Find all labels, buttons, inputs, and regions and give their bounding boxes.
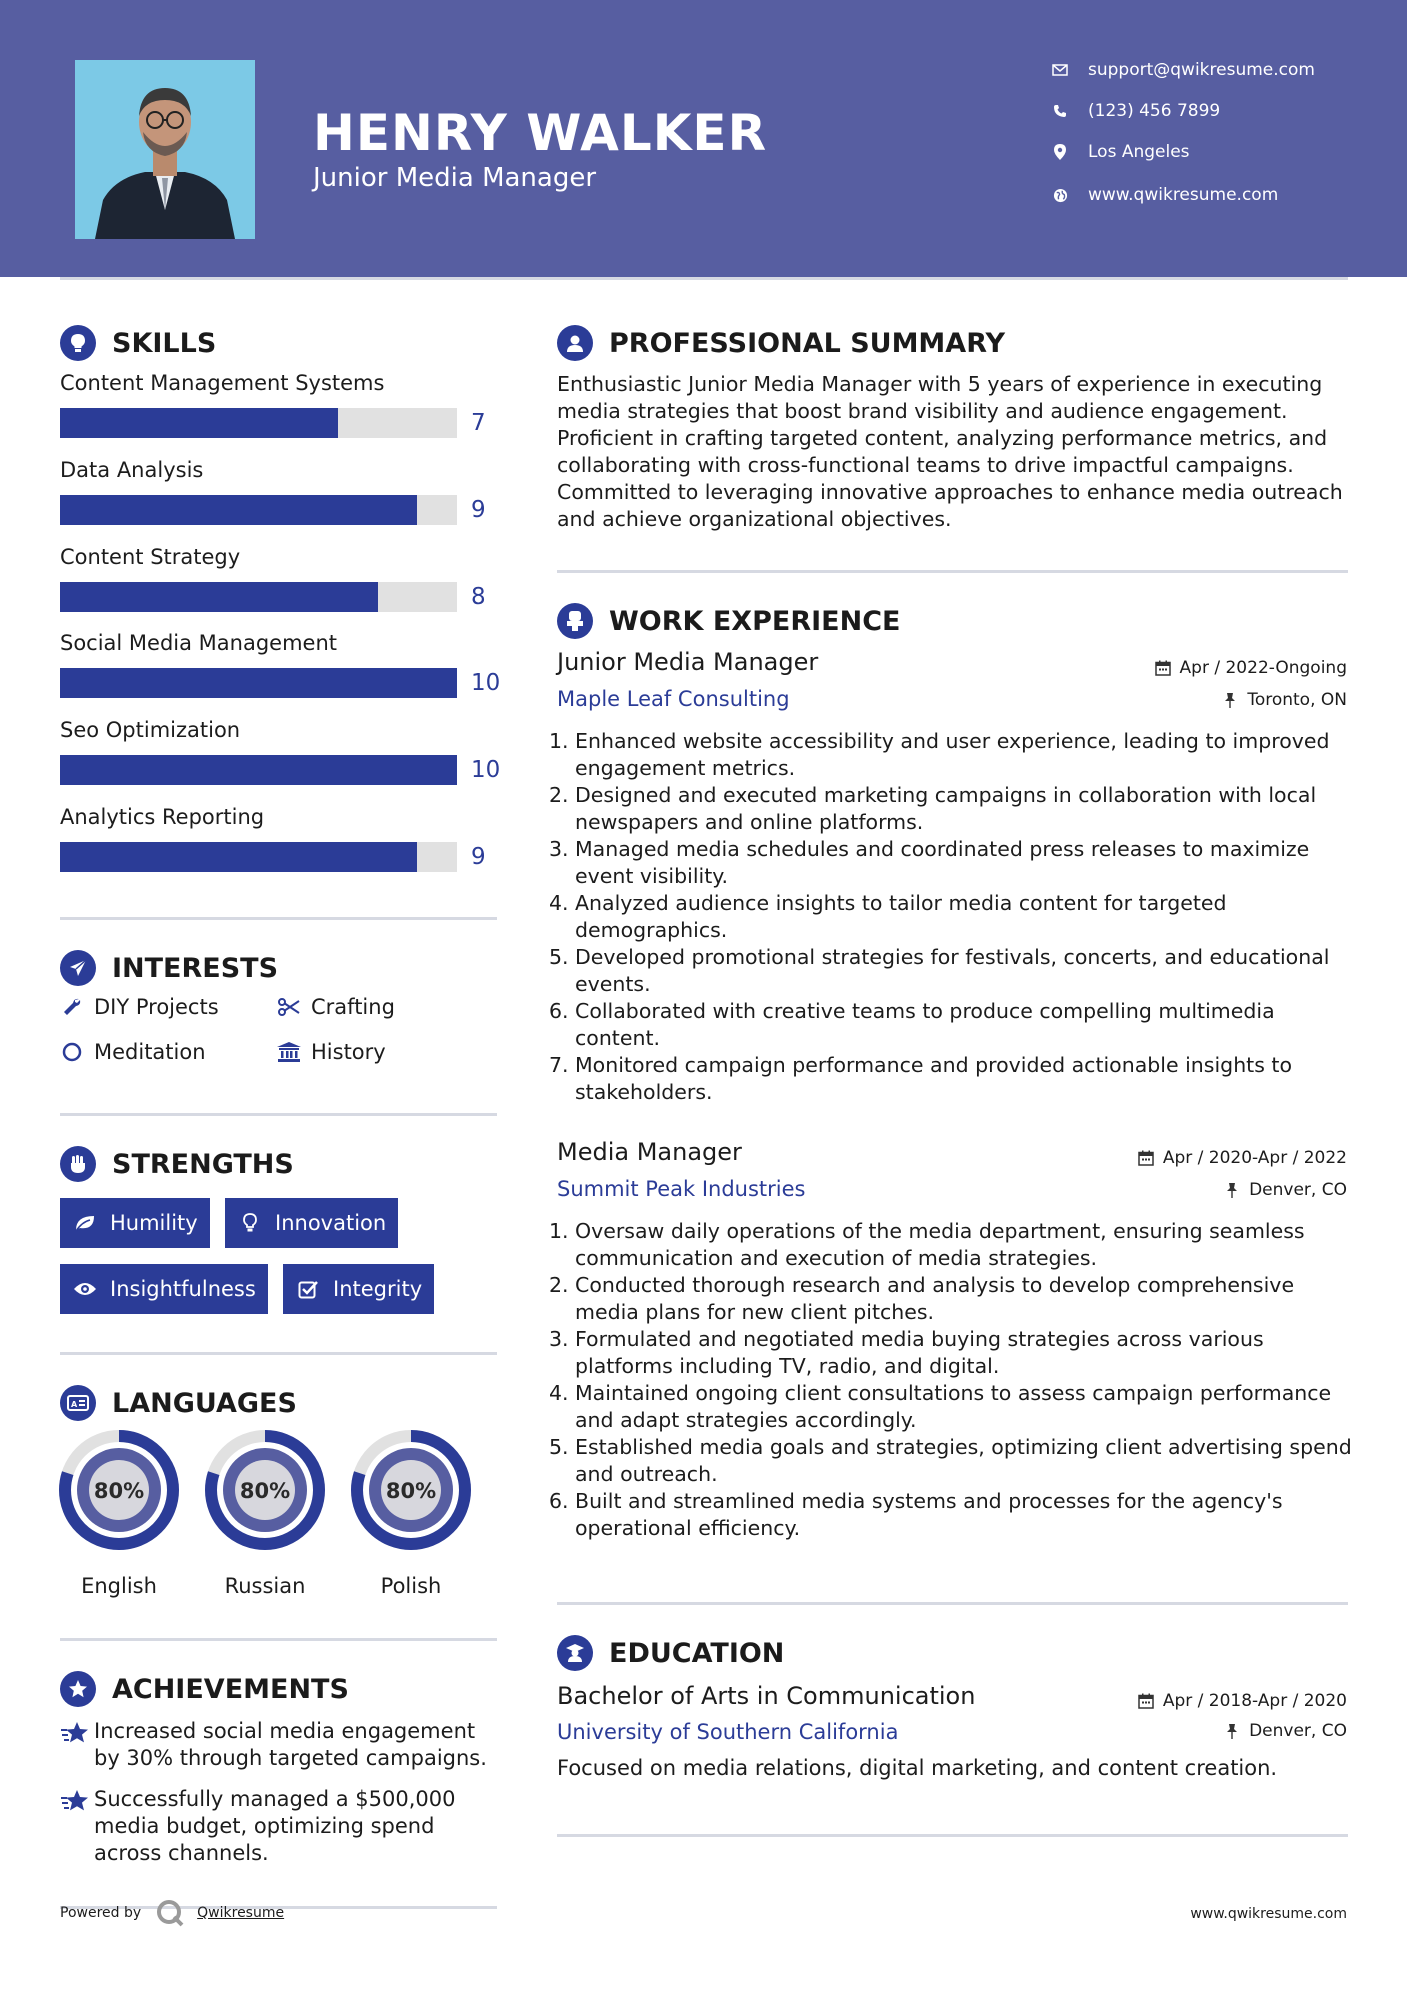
strength-label: Insightfulness bbox=[110, 1277, 256, 1301]
education-title: EDUCATION bbox=[609, 1637, 785, 1669]
section-divider bbox=[557, 570, 1348, 573]
scissors-icon bbox=[277, 995, 301, 1019]
pushpin-icon bbox=[1223, 1722, 1241, 1740]
achievement-item bbox=[60, 1786, 500, 1867]
summary-text: Enthusiastic Junior Media Manager with 5 years of experience in executing media strategies that boost brand visibility and audience engagement. Proficient in crafting targeted content, analyzing performance metrics, and collaborating with cross-functional teams to drive impactful campaigns. Committed to leveraging innovative approaches to enhance media outreach and achieve organizational objectives. bbox=[557, 372, 1343, 531]
skill-bar bbox=[60, 495, 457, 525]
education-description: Focused on media relations, digital marketing, and content creation. bbox=[557, 1756, 1278, 1780]
duty-item: 5. Developed promotional strategies for festivals, concerts, and educational events. bbox=[549, 945, 1330, 996]
museum-icon bbox=[277, 1040, 301, 1064]
interest-label: DIY Projects bbox=[94, 995, 219, 1019]
duty-item: 4. Analyzed audience insights to tailor media content for targeted demographics. bbox=[549, 891, 1227, 942]
language-label: Russian bbox=[224, 1574, 306, 1598]
interests-title: INTERESTS bbox=[112, 952, 279, 984]
contact-website[interactable] bbox=[1050, 180, 1390, 210]
strength-label: Innovation bbox=[275, 1211, 387, 1235]
section-divider bbox=[557, 1602, 1348, 1605]
degree-title: Bachelor of Arts in Communication bbox=[557, 1682, 976, 1710]
lightbulb-icon bbox=[60, 325, 96, 361]
interest-item bbox=[277, 995, 395, 1019]
skill-bar-fill bbox=[60, 842, 417, 872]
contact-website-text: www.qwikresume.com bbox=[1088, 185, 1279, 205]
skill-bar-fill bbox=[60, 495, 417, 525]
globe-icon bbox=[1050, 185, 1070, 205]
duty-item: 3. Managed media schedules and coordinated press releases to maximize event visibility. bbox=[549, 837, 1310, 888]
envelope-icon bbox=[1050, 60, 1070, 80]
strength-chip bbox=[283, 1264, 434, 1314]
duty-item: 6. Collaborated with creative teams to produce compelling multimedia content. bbox=[549, 999, 1275, 1050]
section-divider bbox=[557, 1834, 1348, 1837]
skill-bar bbox=[60, 582, 457, 612]
svg-text:A: A bbox=[71, 1400, 78, 1409]
skill-bar-fill bbox=[60, 408, 338, 438]
language-percent: 80% bbox=[239, 1479, 291, 1503]
job-title: Media Manager bbox=[557, 1138, 742, 1166]
user-icon bbox=[557, 325, 593, 361]
company-name: Maple Leaf Consulting bbox=[557, 687, 790, 711]
school-name: University of Southern California bbox=[557, 1720, 899, 1744]
contact-email-text: support@qwikresume.com bbox=[1088, 60, 1315, 80]
skill-bar bbox=[60, 755, 457, 785]
skill-label: Content Strategy bbox=[60, 545, 241, 569]
duty-list bbox=[549, 728, 1357, 1106]
achievement-text: Increased social media engagement by 30% through targeted campaigns. bbox=[94, 1719, 487, 1770]
skills-title: SKILLS bbox=[112, 327, 217, 359]
education-date-text: Apr / 2018-Apr / 2020 bbox=[1162, 1691, 1347, 1711]
check-square-icon bbox=[295, 1276, 321, 1302]
experience-title: WORK EXPERIENCE bbox=[609, 605, 901, 637]
candidate-name: HENRY WALKER bbox=[313, 104, 768, 162]
footer-url[interactable]: www.qwikresume.com bbox=[1190, 1906, 1347, 1922]
language-item bbox=[57, 1428, 181, 1598]
experience-heading bbox=[557, 601, 900, 641]
calendar-icon bbox=[1137, 1692, 1155, 1710]
contact-email[interactable] bbox=[1050, 55, 1390, 85]
language-ring bbox=[349, 1428, 473, 1552]
paper-plane-icon bbox=[60, 950, 96, 986]
skill-label: Analytics Reporting bbox=[60, 805, 265, 829]
skill-bar-fill bbox=[60, 755, 457, 785]
pushpin-icon bbox=[1221, 691, 1239, 709]
company-name: Summit Peak Industries bbox=[557, 1177, 806, 1201]
strength-label: Humility bbox=[110, 1211, 198, 1235]
skills-heading bbox=[60, 323, 216, 363]
skill-label: Seo Optimization bbox=[60, 718, 241, 742]
contact-phone-text: (123) 456 7899 bbox=[1088, 101, 1221, 121]
skill-bar-fill bbox=[60, 582, 378, 612]
powered-by-text: Powered by bbox=[60, 1905, 142, 1921]
strengths-title: STRENGTHS bbox=[112, 1148, 294, 1180]
skill-bar bbox=[60, 668, 457, 698]
star-badge-icon bbox=[60, 1671, 96, 1707]
skill-label: Content Management Systems bbox=[60, 371, 385, 395]
language-label: English bbox=[81, 1574, 157, 1598]
skill-bar-fill bbox=[60, 668, 457, 698]
achievement-text: Successfully managed a $500,000 media budget, optimizing spend across channels. bbox=[94, 1787, 456, 1865]
section-divider bbox=[60, 1113, 497, 1116]
skill-value: 9 bbox=[471, 497, 486, 523]
job-location bbox=[1223, 1180, 1347, 1200]
section-divider bbox=[60, 917, 497, 920]
language-card-icon bbox=[60, 1385, 96, 1421]
languages-title: LANGUAGES bbox=[112, 1387, 297, 1419]
language-item bbox=[203, 1428, 327, 1598]
skill-value: 7 bbox=[471, 410, 486, 436]
wrench-icon bbox=[60, 995, 84, 1019]
leaf-icon bbox=[72, 1210, 98, 1236]
achievements-heading bbox=[60, 1669, 349, 1709]
education-location bbox=[1223, 1721, 1347, 1741]
location-pin-icon bbox=[1050, 142, 1070, 162]
job-date-text: Apr / 2022-Ongoing bbox=[1179, 658, 1347, 678]
strength-chip bbox=[60, 1264, 268, 1314]
section-divider bbox=[60, 1638, 497, 1641]
duty-item: 1. Oversaw daily operations of the media department, ensuring seamless communication and execution of media strategies. bbox=[549, 1219, 1305, 1270]
contact-phone[interactable] bbox=[1050, 96, 1390, 126]
summary-title: PROFESSIONAL SUMMARY bbox=[609, 327, 1006, 359]
skill-value: 10 bbox=[471, 670, 501, 696]
job-date bbox=[1137, 1148, 1347, 1168]
language-ring bbox=[57, 1428, 181, 1552]
education-date bbox=[1137, 1691, 1347, 1711]
skill-label: Social Media Management bbox=[60, 631, 338, 655]
strength-label: Integrity bbox=[333, 1277, 423, 1301]
interest-item bbox=[60, 995, 219, 1019]
contact-location-text: Los Angeles bbox=[1088, 142, 1190, 162]
achievement-item bbox=[60, 1718, 500, 1772]
summary-heading bbox=[557, 323, 1005, 363]
interest-label: Crafting bbox=[311, 995, 395, 1019]
calendar-icon bbox=[1154, 659, 1172, 677]
graduate-icon bbox=[557, 1635, 593, 1671]
job-location-text: Denver, CO bbox=[1249, 1180, 1347, 1200]
duty-item: 7. Monitored campaign performance and provided actionable insights to stakeholders. bbox=[549, 1053, 1292, 1104]
briefcase-icon bbox=[557, 603, 593, 639]
duty-item: 3. Formulated and negotiated media buying strategies across various platforms including TV, radio, and digital. bbox=[549, 1327, 1264, 1378]
header-divider bbox=[60, 277, 1348, 280]
language-ring bbox=[203, 1428, 327, 1552]
job-location bbox=[1221, 690, 1347, 710]
resume-header bbox=[0, 0, 1407, 277]
job-location-text: Toronto, ON bbox=[1247, 690, 1347, 710]
duty-item: 1. Enhanced website accessibility and user experience, leading to improved engagement metrics. bbox=[549, 729, 1330, 780]
calendar-icon bbox=[1137, 1149, 1155, 1167]
interest-item bbox=[60, 1040, 206, 1064]
pushpin-icon bbox=[1223, 1181, 1241, 1199]
phone-icon bbox=[1050, 101, 1070, 121]
skill-bar bbox=[60, 408, 457, 438]
circle-icon bbox=[60, 1040, 84, 1064]
interest-label: Meditation bbox=[94, 1040, 206, 1064]
star-icon bbox=[60, 1786, 94, 1867]
duty-item: 2. Conducted thorough research and analysis to develop comprehensive media plans for new client pitches. bbox=[549, 1273, 1295, 1324]
language-label: Polish bbox=[380, 1574, 442, 1598]
job-date bbox=[1154, 658, 1347, 678]
profile-photo bbox=[75, 60, 255, 239]
candidate-role: Junior Media Manager bbox=[313, 163, 597, 193]
education-heading bbox=[557, 1633, 784, 1673]
strengths-heading bbox=[60, 1144, 294, 1184]
interest-label: History bbox=[311, 1040, 386, 1064]
duty-list bbox=[549, 1218, 1357, 1542]
skill-value: 9 bbox=[471, 844, 486, 870]
achievements-title: ACHIEVEMENTS bbox=[112, 1673, 349, 1705]
duty-item: 4. Maintained ongoing client consultations to assess campaign performance and adapt strategies accordingly. bbox=[549, 1381, 1332, 1432]
footer-branding bbox=[60, 1898, 284, 1928]
job-title: Junior Media Manager bbox=[557, 648, 819, 676]
contact-location bbox=[1050, 137, 1390, 167]
language-item bbox=[349, 1428, 473, 1598]
languages-heading bbox=[60, 1383, 297, 1423]
skill-value: 10 bbox=[471, 757, 501, 783]
section-divider bbox=[60, 1352, 497, 1355]
duty-item: 5. Established media goals and strategies, optimizing client advertising spend and outreach. bbox=[549, 1435, 1352, 1486]
strength-chip bbox=[60, 1198, 210, 1248]
skill-label: Data Analysis bbox=[60, 458, 204, 482]
education-location-text: Denver, CO bbox=[1249, 1721, 1347, 1741]
qwikresume-link[interactable]: Qwikresume bbox=[197, 1905, 285, 1921]
star-icon bbox=[60, 1718, 94, 1772]
fist-icon bbox=[60, 1146, 96, 1182]
strength-chip bbox=[225, 1198, 398, 1248]
lightbulb-icon bbox=[237, 1210, 263, 1236]
language-percent: 80% bbox=[385, 1479, 437, 1503]
skill-bar bbox=[60, 842, 457, 872]
interest-item bbox=[277, 1040, 386, 1064]
qwikresume-logo-icon bbox=[155, 1898, 185, 1928]
duty-item: 6. Built and streamlined media systems and processes for the agency's operational efficiency. bbox=[549, 1489, 1283, 1540]
language-percent: 80% bbox=[93, 1479, 145, 1503]
job-date-text: Apr / 2020-Apr / 2022 bbox=[1162, 1148, 1347, 1168]
skill-value: 8 bbox=[471, 584, 486, 610]
eye-icon bbox=[72, 1276, 98, 1302]
duty-item: 2. Designed and executed marketing campaigns in collaboration with local newspapers and online platforms. bbox=[549, 783, 1317, 834]
interests-heading bbox=[60, 948, 278, 988]
